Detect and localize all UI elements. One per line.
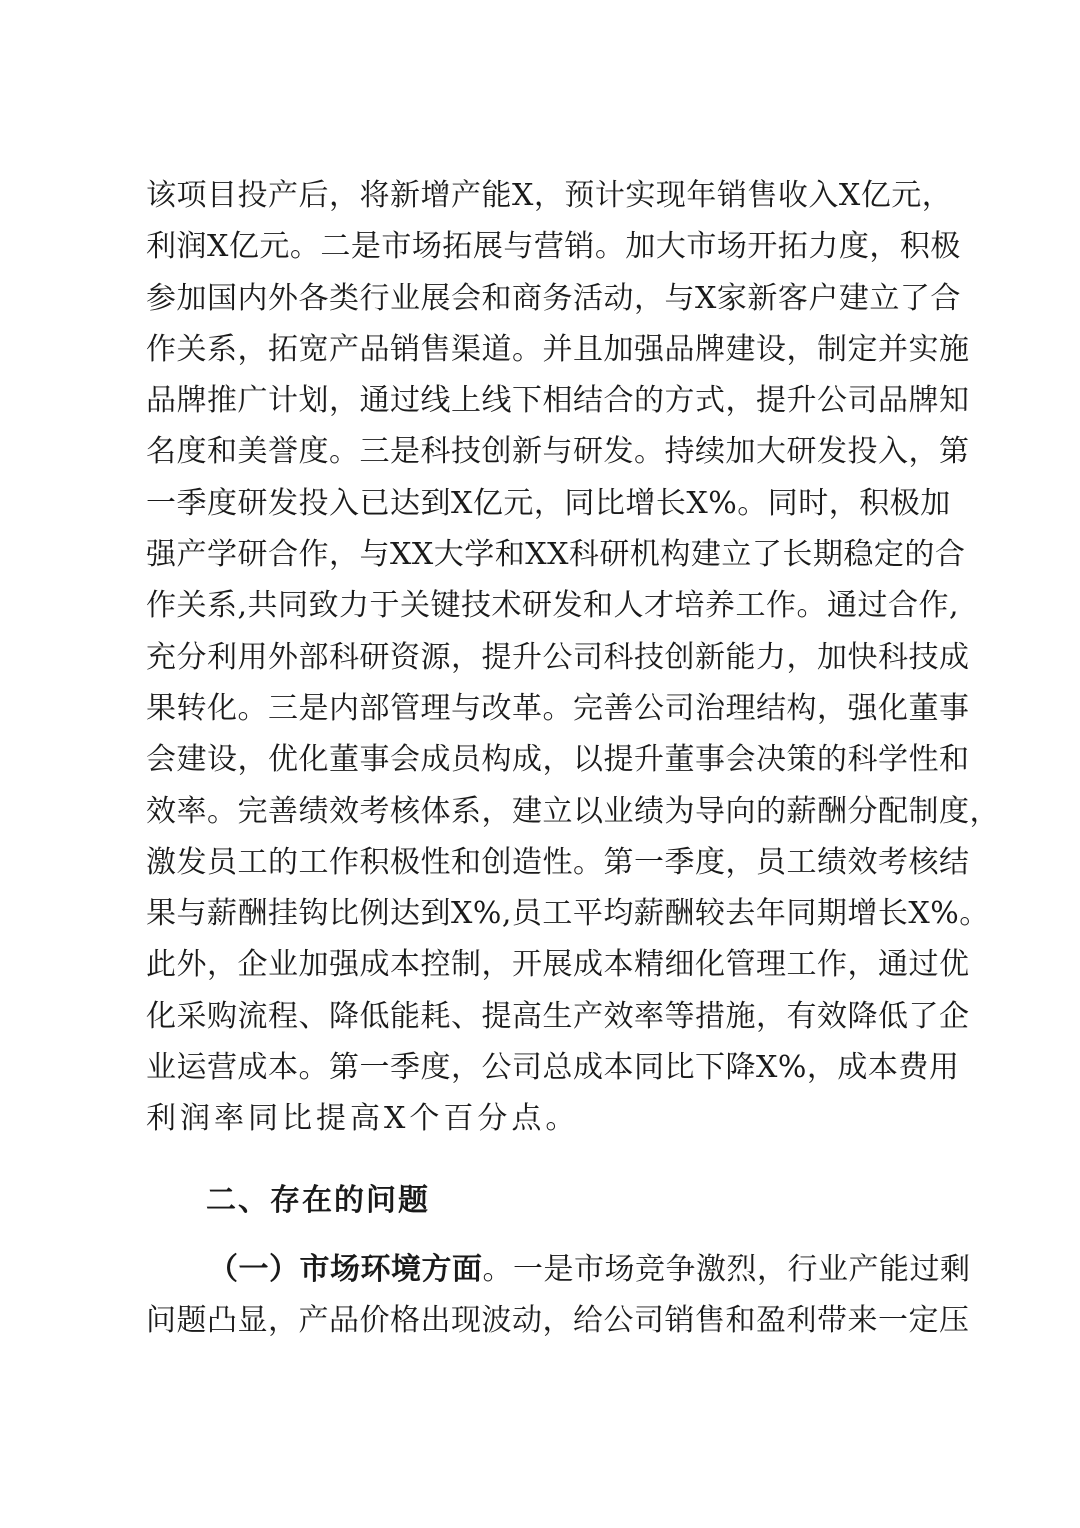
paragraph-line: 品牌推广计划，通过线上线下相结合的方式，提升公司品牌知 [146, 383, 970, 419]
paragraph-line: 名度和美誉度。三是科技创新与研发。持续加大研发投入，第 [146, 434, 970, 470]
paragraph-line: 强产学研合作，与XX大学和XX科研机构建立了长期稳定的合 [146, 537, 966, 573]
paragraph-line: 该项目投产后，将新增产能X，预计实现年销售收入X亿元， [146, 178, 953, 213]
paragraph-line: 问题凸显，产品价格出现波动，给公司销售和盈利带来一定压 [146, 1303, 970, 1339]
section-heading: 二、存在的问题 [206, 1183, 430, 1218]
paragraph-line: 果转化。三是内部管理与改革。完善公司治理结构，强化董事 [146, 690, 970, 726]
paragraph-line: 业运营成本。第一季度，公司总成本同比下降X%，成本费用 [146, 1050, 960, 1086]
body-paragraph [146, 170, 1000, 1145]
paragraph-line: 作关系，拓宽产品销售渠道。并且加强品牌建设，制定并实施 [146, 331, 970, 367]
paragraph-line: 作关系,共同致力于关键技术研发和人才培养工作。通过合作, [146, 588, 960, 624]
paragraph-line: 充分利用外部科研资源，提升公司科技创新能力，加快科技成 [146, 639, 970, 675]
paragraph-line: 利润率同比提高X个百分点。 [146, 1101, 580, 1137]
subsection-heading: （一）市场环境方面 [208, 1252, 483, 1287]
paragraph-line: 此外，企业加强成本控制，开展成本精细化管理工作，通过优 [146, 947, 970, 983]
paragraph-line: 效率。完善绩效考核体系，建立以业绩为导向的薪酬分配制度， [146, 793, 1000, 829]
subsection-text: 。一是市场竞争激烈，行业产能过剩 [482, 1252, 971, 1287]
paragraph-line: 化采购流程、降低能耗、提高生产效率等措施，有效降低了企 [146, 998, 970, 1034]
subsection-first-line [146, 1244, 971, 1295]
paragraph-line: 激发员工的工作积极性和创造性。第一季度，员工绩效考核结 [146, 844, 970, 880]
paragraph-line: 会建设，优化董事会成员构成，以提升董事会决策的科学性和 [146, 742, 970, 778]
paragraph-line: 参加国内外各类行业展会和商务活动，与X家新客户建立了合 [146, 280, 961, 316]
paragraph-line: 果与薪酬挂钩比例达到X%,员工平均薪酬较去年同期增长X%。 [146, 896, 990, 932]
subsection-paragraph [146, 1244, 971, 1347]
paragraph-line: 利润X亿元。二是市场拓展与营销。加大市场开拓力度，积极 [146, 229, 961, 265]
paragraph-line: 一季度研发投入已达到X亿元，同比增长X%。同时，积极加 [146, 485, 951, 521]
